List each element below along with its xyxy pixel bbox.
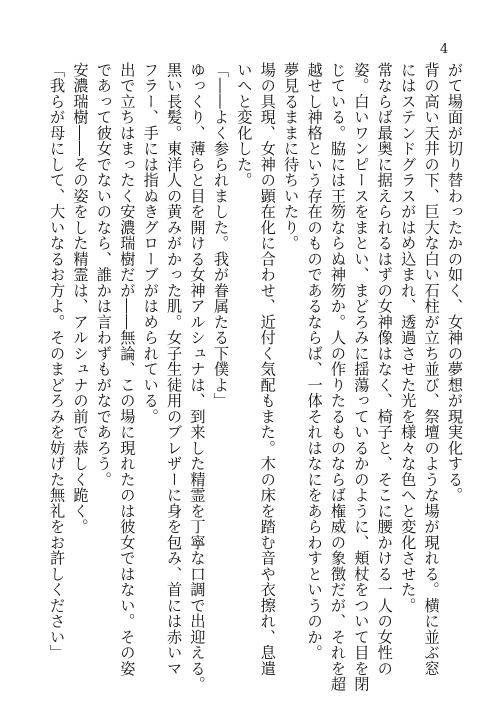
text-line: 常ならば最奥に据えられるはずの女神像はなく、椅子と、そこに腰かける一人の女性の [375, 62, 394, 677]
text-line: 黒い長髪。東洋人の黄みがかった肌。女子生徒用のブレザーに身を包み、首には赤いマ [165, 62, 184, 677]
text-line: いへと変化した。 [235, 62, 254, 188]
text-line: 越せし神格という存在のものであるならば、一体それはなにをあらわすというのか。 [305, 62, 324, 661]
text-line: 姿。白いワンピースをまとい、まどろみに揺蕩っているかのように、頬杖をついて目を閉 [352, 62, 371, 692]
text-line: 夢見るままに待ちいたり。 [282, 62, 301, 251]
text-line: 「――よく参られました。我が眷属たる下僕よ」 [211, 62, 230, 409]
text-line: 背の高い天井の下、巨大な白い石柱が立ち並び、祭壇のような場が現れる。横に並ぶ窓 [422, 62, 441, 677]
text-line: であって彼女でないのなら、誰かは言わずもがなであろう。 [94, 62, 113, 488]
text-line: 「我らが母にして、大いなるお方よ。そのまどろみを妨げた無礼をお許しください」 [48, 62, 67, 661]
text-line: ゆっくり、薄らと目を開ける女神アルシュナは、到来した精霊を丁寧な口調で出迎える。 [188, 62, 207, 692]
text-line: 場の具現、女神の顕在化に合わせ、近付く気配もまた。木の床を踏む音や衣擦れ、息遣 [258, 62, 277, 677]
body-text [45, 62, 466, 692]
text-line: にはステンドグラスがはめ込まれ、透過させた光を様々な色へと変化させた。 [399, 62, 418, 614]
text-line: 安濃瑞樹――その姿をした精霊は、アルシュナの前で恭しく跪く。 [71, 62, 90, 535]
text-line: フラー、手には指ぬきグローブがはめられている。 [141, 62, 160, 425]
page-number: 4 [440, 42, 449, 57]
text-line: がて場面が切り替わったかの如く、女神の夢想が現実化する。 [446, 62, 464, 503]
text-line: 出で立ちはまったく安濃瑞樹だが――無論、この場に現れたのは彼女ではない。その姿 [118, 62, 137, 677]
text-line: じている。脇には王笏ならぬ神笏か。人の作りたるものならば権威の象徴だが、それを超 [328, 62, 347, 692]
